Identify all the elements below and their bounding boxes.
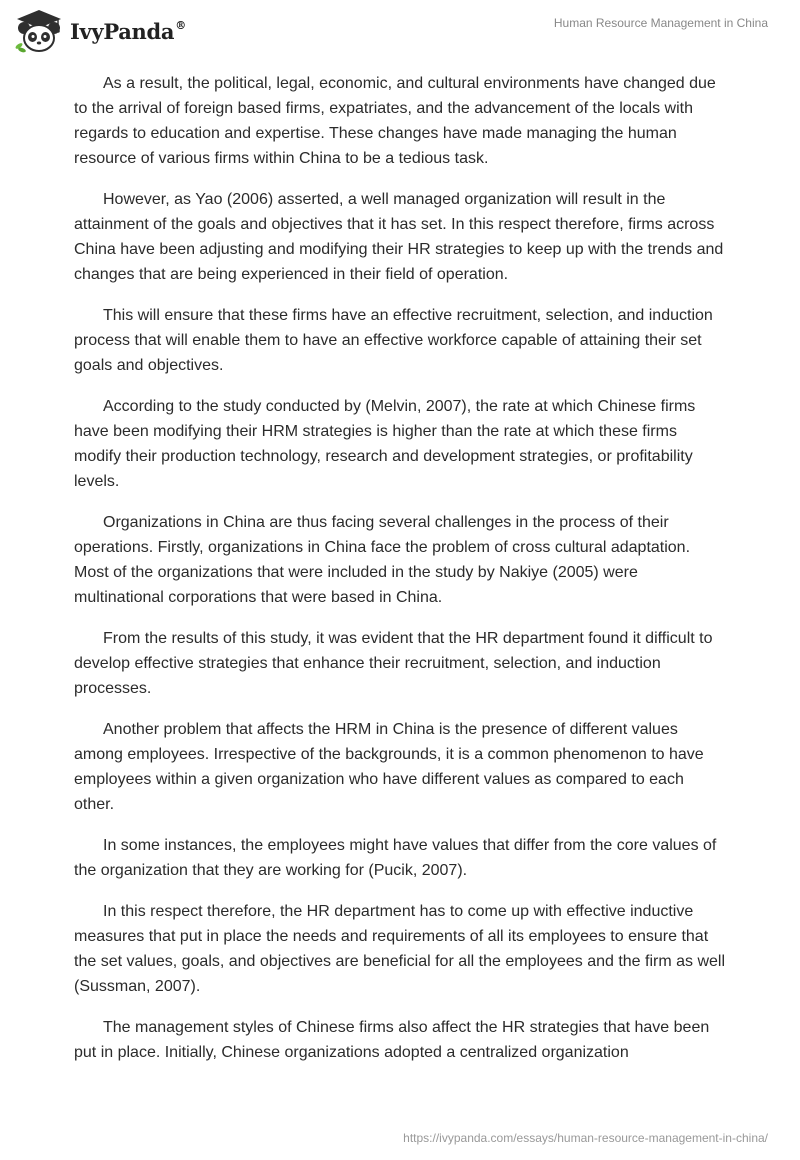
brand-name: IvyPanda® [70,18,186,44]
ivypanda-logo[interactable] [14,8,186,54]
paragraph: Another problem that affects the HRM in China is the presence of different values among employees. Irrespective of the backgrounds, it is a common phenomenon to have employees within a given organization who have different values as compared to each other. [74,721,704,813]
paragraph: In some instances, the employees might have values that differ from the core values of the organization that they are working for (Pucik, 2007). [74,837,717,879]
paragraph: Organizations in China are thus facing several challenges in the process of their operations. Firstly, organizations in China face the problem of cross cultural adaptation. Most of the organizations that were included in the study by Nakiye (2005) were multinational corporations that were based in China. [74,514,691,606]
paragraph: From the results of this study, it was evident that the HR department found it difficult to develop effective strategies that enhance their recruitment, selection, and induction processes. [74,630,713,697]
paragraph: In this respect therefore, the HR department has to come up with effective inductive measures that put in place the needs and requirements of all its employees to ensure that the set values, goals, and objectives are beneficial for all the employees and the firm as well (Sussman, 2007). [74,903,726,995]
paragraph: According to the study conducted by (Melvin, 2007), the rate at which Chinese firms have been modifying their HRM strategies is higher than the rate at which these firms modify their production technology, research and development strategies, or profitability levels. [74,398,696,490]
source-url[interactable]: https://ivypanda.com/essays/human-resource-management-in-china/ [403,1131,768,1145]
paragraph: This will ensure that these firms have an effective recruitment, selection, and induction process that will enable them to have an effective workforce capable of attaining their set goals and objectives. [74,307,713,374]
document-title: Human Resource Management in China [553,16,768,30]
paragraph: As a result, the political, legal, economic, and cultural environments have changed due to the arrival of foreign based firms, expatriates, and the advancement of the locals with regards to education and expertise. These changes have made managing the human resource of various firms within China to be a tedious task. [74,75,716,167]
paragraph: The management styles of Chinese firms also affect the HR strategies that have been put in place. Initially, Chinese organizations adopted a centralized organization [74,1019,710,1061]
page-header [0,0,800,60]
panda-graduate-logo-icon [14,8,64,54]
paragraph: However, as Yao (2006) asserted, a well managed organization will result in the attainment of the goals and objectives that it has set. In this respect therefore, firms across China have been adjusting and modifying their HR strategies to keep up with the trends and changes that are being experienced in their field of operation. [74,191,724,283]
essay-body [74,71,726,1081]
